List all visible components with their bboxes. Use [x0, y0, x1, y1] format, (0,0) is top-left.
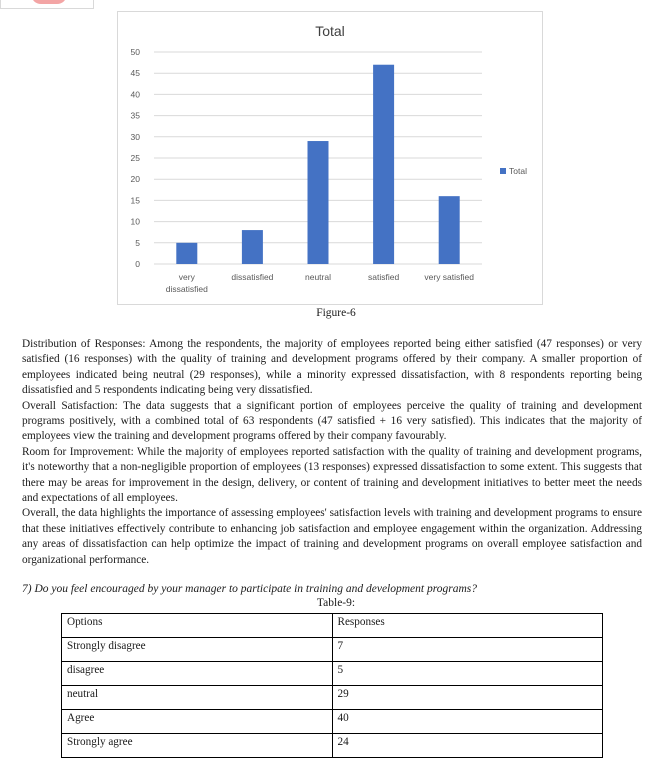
table-row [62, 710, 603, 734]
table-row [62, 638, 603, 662]
figure-caption: Figure-6 [316, 307, 356, 319]
previous-chart-fragment [0, 0, 94, 9]
header-responses: Responses [332, 614, 603, 638]
x-tick-label: dissatisfied [231, 272, 274, 282]
y-tick-label: 10 [130, 216, 140, 227]
response-cell: 40 [332, 710, 603, 734]
header-options: Options [62, 614, 333, 638]
table-caption: Table-9: [316, 597, 356, 609]
paragraph-conclusion: Overall, the data highlights the importance of assessing employees' satisfaction levels with training and development programs to ensure that these initiatives effectively contribute to enhancing job satisfaction and employee engagement within the organization. Addressing any areas of dissatisfaction can help optimize the impact of training and development programs on overall employee satisfaction and organizational performance. [22, 507, 642, 566]
y-tick-label: 40 [130, 89, 140, 100]
response-cell: 29 [332, 686, 603, 710]
legend-swatch [500, 168, 506, 174]
option-cell: disagree [62, 662, 333, 686]
paragraph-distribution: Distribution of Responses: Among the respondents, the majority of employees reported being either satisfied (47 responses) or very satisfied (16 responses) with the quality of training and development programs offered by their company. A smaller proportion of employees indicated being neutral (29 responses), while a minority expressed dissatisfaction, with 8 respondents reporting being dissatisfied and 5 respondents indicating being very dissatisfied. [22, 338, 642, 397]
response-cell: 5 [332, 662, 603, 686]
option-cell: neutral [62, 686, 333, 710]
bar-neutral [308, 141, 329, 264]
x-tick-label: very satisfied [424, 272, 475, 282]
option-cell: Agree [62, 710, 333, 734]
legend-label: Total [509, 166, 527, 176]
y-tick-label: 25 [130, 153, 140, 163]
paragraph-overall-satisfaction: Overall Satisfaction: The data suggests that a significant portion of employees perceive the quality of training and development programs positively, with a combined total of 63 respondents (47 satisfied + 16 very satisfied). This indicates that the majority of employees view the training and development programs offered by their company favourably. [22, 399, 642, 443]
option-cell: Strongly agree [62, 734, 333, 758]
bar-chart [117, 11, 543, 305]
y-axis-ticks [131, 47, 141, 269]
previous-chart-shape [31, 0, 67, 4]
y-tick-label: 15 [130, 195, 140, 206]
paragraph-room-for-improvement: Room for Improvement: While the majority of employees reported satisfaction with the quality of training and development programs, it's noteworthy that a non-negligible proportion of employees (13 responses) expressed dissatisfaction to some extent. This suggests that there may be areas for improvement in the design, delivery, or content of training and development initiatives to better meet the needs and expectations of all employees. [22, 445, 642, 505]
bar-very-dissatisfied [176, 243, 197, 264]
option-cell: Strongly disagree [62, 638, 333, 662]
survey-question: 7) Do you feel encouraged by your manager to participate in training and development programs? [22, 583, 478, 595]
y-tick-label: 30 [130, 131, 140, 142]
response-cell: 7 [332, 638, 603, 662]
x-tick-label: very [178, 272, 195, 282]
y-tick-label: 50 [130, 47, 140, 57]
legend [500, 166, 527, 176]
responses-table [61, 613, 603, 758]
chart-title: Total [315, 23, 345, 39]
table-row [62, 734, 603, 758]
x-tick-label: satisfied [368, 272, 400, 282]
x-tick-label: neutral [305, 272, 331, 282]
y-tick-label: 5 [135, 237, 140, 248]
body-text [22, 337, 642, 568]
bar-very-satisfied [439, 196, 460, 264]
response-cell: 24 [332, 734, 603, 758]
y-tick-label: 45 [130, 68, 140, 79]
y-tick-label: 0 [135, 259, 140, 269]
bar-dissatisfied [242, 230, 263, 264]
bar-satisfied [373, 65, 394, 264]
table-row [62, 686, 603, 710]
chart-canvas [118, 12, 542, 304]
y-tick-label: 35 [130, 110, 140, 121]
x-tick-label: dissatisfied [165, 284, 208, 294]
table-header-row [62, 614, 603, 638]
y-tick-label: 20 [130, 174, 140, 185]
x-axis-labels [166, 272, 475, 294]
table-row [62, 662, 603, 686]
